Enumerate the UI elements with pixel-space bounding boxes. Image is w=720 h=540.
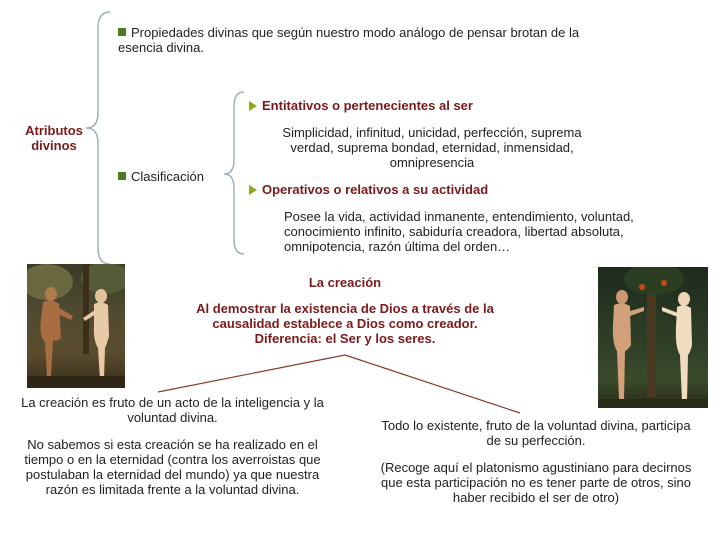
arrow-bullet-icon: [249, 101, 257, 111]
arrow-bullet-icon: [249, 185, 257, 195]
brace-clasificacion: [222, 88, 248, 258]
creacion-body: Al demostrar la existencia de Dios a través de la causalidad establece a Dios como creador. Diferencia: el Ser y los seres.: [196, 301, 494, 346]
entitativos-body: Simplicidad, infinitud, unicidad, perfección, suprema verdad, suprema bondad, eternidad, inmensidad, omnipresencia: [282, 125, 582, 170]
operativos-heading: Operativos o relativos a su actividad: [249, 182, 488, 197]
left-col-p2: No sabemos si esta creación se ha realizado en el tiempo o en la eternidad (contra los averroistas que postulaban la eternidad del mundo) ya que nuestra razón es limitada frente a la voluntad divina.: [24, 437, 321, 497]
entitativos-heading: Entitativos o pertenecientes al ser: [249, 98, 473, 113]
square-bullet-icon: [118, 172, 126, 180]
operativos-body: Posee la vida, actividad inmanente, entendimiento, voluntad, conocimiento infinito, sabiduría creadora, libertad absoluta, omnipotencia, razón última del orden…: [284, 209, 634, 254]
right-col-p2: (Recoge aquí el platonismo agustiniano para decirnos que esta participación no es tener parte de otros, sino haber recibido el ser de otro): [380, 460, 692, 505]
painting-figures-left: [27, 264, 125, 388]
right-col-p1: Todo lo existente, fruto de la voluntad divina, participa de su perfección.: [381, 418, 691, 448]
clasificacion-item: Clasificación: [118, 169, 204, 184]
painting-adam-eve-left: [27, 264, 125, 388]
top-item: Propiedades divinas que según nuestro modo análogo de pensar brotan de la esencia divina.: [118, 25, 580, 55]
painting-adam-eve-right: [598, 267, 708, 408]
atributos-label: Atributos divinos: [25, 123, 83, 153]
creacion-heading: La creación: [308, 275, 382, 290]
painting-figures-right: [598, 267, 708, 408]
left-col-p1: La creación es fruto de un acto de la inteligencia y la voluntad divina.: [21, 395, 324, 425]
square-bullet-icon: [118, 28, 126, 36]
